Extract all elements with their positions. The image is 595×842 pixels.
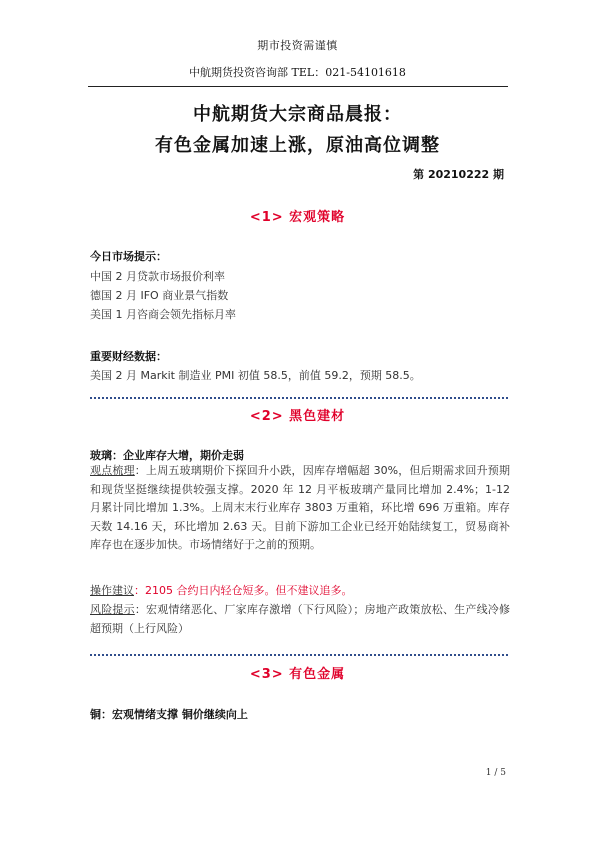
- view-text: ：上周五玻璃期价下探回升小跌，因库存增幅超 30%，但后期需求回升预期和现货坚挺继续提供较强支撑。2020 年 12 月平板玻璃产量同比增加 2.4%；1-12 月累计同比增加 1.3%。上周末末行业库存 3803 万重箱，环比增 696 万重箱。库存天数 14.16 天，环比增加 2.63 天。目前下游加工企业已经开始陆续复工，贸易商补库存也在逐步加快。市场情绪好于之前的预期。: [90, 464, 511, 551]
- header-slogan: 期市投资需谨慎: [257, 39, 338, 52]
- header-contact: 中航期货投资咨询部 TEL：021-54101618: [189, 66, 406, 79]
- market-tips-label: 今日市场提示：: [90, 250, 167, 263]
- issue-number: 第 20210222 期: [413, 168, 504, 181]
- risk-label: 风险提示: [90, 603, 135, 616]
- operation-label: 操作建议: [90, 584, 134, 597]
- financial-data-line: 美国 2 月 Markit 制造业 PMI 初值 58.5，前值 59.2，预期 58.5。: [90, 369, 421, 382]
- market-tip-item: 德国 2 月 IFO 商业景气指数: [90, 289, 229, 302]
- header-divider: [88, 86, 508, 87]
- glass-view-paragraph: [90, 462, 510, 555]
- market-tip-item: 美国 1 月咨商会领先指标月率: [90, 308, 236, 321]
- risk-text: ：宏观情绪恶化、厂家库存激增（下行风险）；房地产政策放松、生产线冷修超预期（上行风险）: [90, 603, 510, 635]
- risk-paragraph: [90, 601, 510, 638]
- section-heading-nonferrous: <3> 有色金属: [249, 667, 346, 682]
- glass-subheading: 玻璃：企业库存大增，期价走弱: [90, 449, 244, 462]
- section-heading-ferrous: <2> 黑色建材: [249, 409, 346, 424]
- section-heading-macro: <1> 宏观策略: [249, 210, 346, 225]
- view-label: 观点梳理: [90, 464, 135, 477]
- page-number: 1 / 5: [485, 768, 506, 778]
- financial-data-label: 重要财经数据：: [90, 350, 167, 363]
- page-title: 中航期货大宗商品晨报：: [193, 104, 402, 125]
- page-subtitle: 有色金属加速上涨，原油高位调整: [155, 135, 440, 156]
- operation-text: ：2105 合约日内轻仓短多。但不建议追多。: [134, 584, 353, 597]
- copper-subheading: 铜：宏观情绪支撑 铜价继续向上: [90, 708, 248, 721]
- section-divider: [90, 654, 508, 656]
- market-tip-item: 中国 2 月贷款市场报价利率: [90, 270, 225, 283]
- section-divider: [90, 397, 508, 399]
- operation-paragraph: [90, 582, 510, 601]
